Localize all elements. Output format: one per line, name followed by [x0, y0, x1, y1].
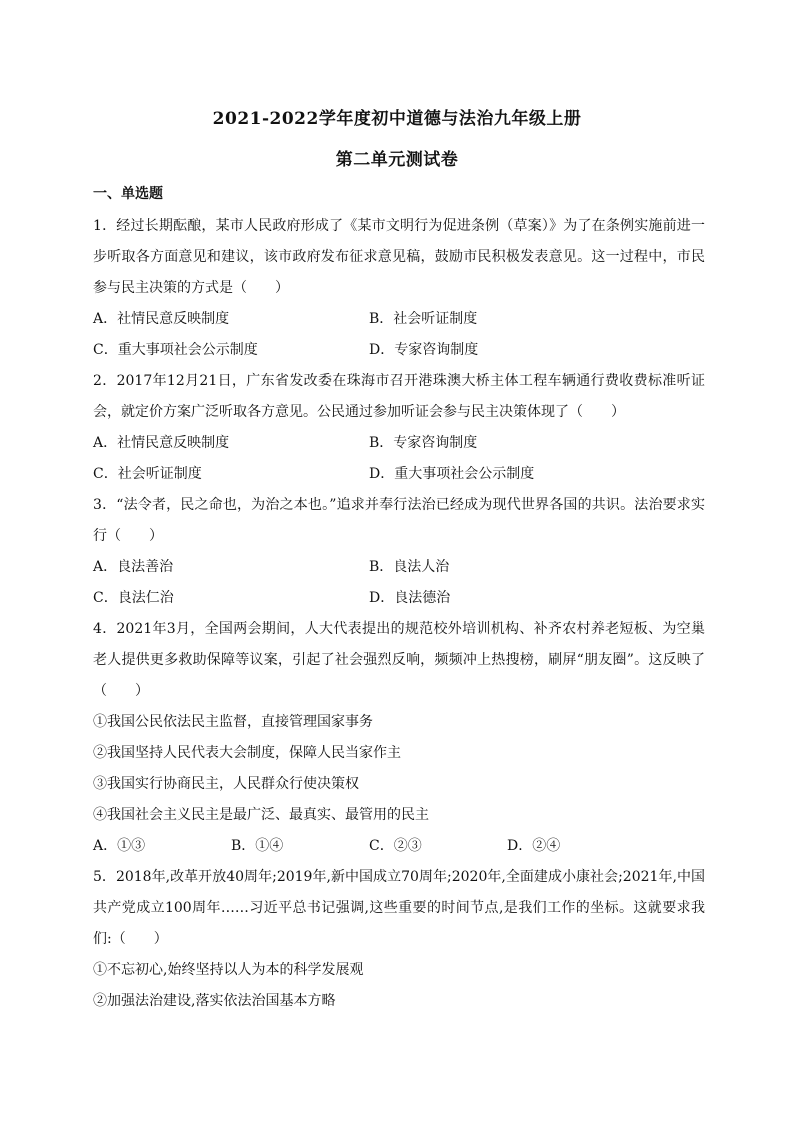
question-4-option-d[interactable]: D．②④ — [507, 838, 561, 854]
section-heading: 一、单选题 — [93, 186, 163, 202]
question-4-option-c[interactable]: C．②③ — [369, 838, 422, 854]
question-1-text: 1．经过长期酝酿，某市人民政府形成了《某市文明行为促进条例（草案）》为了在条例实施前进一步听取各方面意见和建议，该市政府发布征求意见稿，鼓励市民积极发表意见。这一过程中，市民参与民主决策的方式是（ ） — [93, 218, 705, 296]
question-5-statement-2: ②加强法治建设,落实依法治国基本方略 — [93, 993, 336, 1009]
question-1-option-c[interactable]: C．重大事项社会公示制度 — [93, 342, 258, 358]
question-3-option-a[interactable]: A．良法善治 — [93, 559, 174, 575]
question-list — [93, 211, 705, 1017]
question-3-options — [93, 552, 705, 614]
question-4-options — [93, 831, 705, 862]
question-4-statement-1: ①我国公民依法民主监督，直接管理国家事务 — [93, 714, 373, 730]
question-1 — [93, 211, 705, 366]
question-4-option-a[interactable]: A．①③ — [93, 838, 146, 854]
document-subtitle: 第二单元测试卷 — [335, 150, 459, 170]
question-3-option-b[interactable]: B．良法人治 — [369, 559, 450, 575]
question-4 — [93, 614, 705, 862]
question-4-statement-4: ④我国社会主义民主是最广泛、最真实、最管用的民主 — [93, 807, 429, 823]
question-2-options — [93, 428, 705, 490]
question-4-statement-3: ③我国实行协商民主，人民群众行使决策权 — [93, 776, 359, 792]
question-5-text: 5．2018年,改革开放40周年;2019年,新中国成立70周年;2020年,全面建成小康社会;2021年,中国共产党成立100周年……习近平总书记强调,这些重要的时间节点,是我们工作的坐标。这就要求我们:（ ） — [93, 869, 705, 947]
question-3-text: 3．“法令者，民之命也，为治之本也。”追求并奉行法治已经成为现代世界各国的共识。法治要求实行（ ） — [93, 497, 705, 544]
document-title: 2021-2022学年度初中道德与法治九年级上册 — [212, 109, 582, 129]
question-5-statement-1: ①不忘初心,始终坚持以人为本的科学发展观 — [93, 962, 364, 978]
question-4-option-b[interactable]: B．①④ — [231, 838, 284, 854]
question-1-options — [93, 304, 705, 366]
question-2-option-a[interactable]: A．社情民意反映制度 — [93, 435, 230, 451]
question-2-text: 2．2017年12月21日，广东省发改委在珠海市召开港珠澳大桥主体工程车辆通行费收费标准听证会，就定价方案广泛听取各方意见。公民通过参加听证会参与民主决策体现了（ ） — [93, 373, 705, 420]
question-5 — [93, 862, 705, 1017]
question-4-statement-2: ②我国坚持人民代表大会制度，保障人民当家作主 — [93, 745, 401, 761]
question-3-option-d[interactable]: D．良法德治 — [369, 590, 451, 606]
question-3 — [93, 490, 705, 614]
question-1-option-a[interactable]: A．社情民意反映制度 — [93, 311, 230, 327]
question-1-option-d[interactable]: D．专家咨询制度 — [369, 342, 479, 358]
question-2 — [93, 366, 705, 490]
question-3-option-c[interactable]: C．良法仁治 — [93, 590, 174, 606]
question-2-option-c[interactable]: C．社会听证制度 — [93, 466, 202, 482]
question-4-text: 4．2021年3月，全国两会期间，人大代表提出的规范校外培训机构、补齐农村养老短板、为空巢老人提供更多救助保障等议案，引起了社会强烈反响，频频冲上热搜榜，刷屏“朋友圈”。这反映了（ ） — [93, 621, 705, 699]
question-1-option-b[interactable]: B．社会听证制度 — [369, 311, 478, 327]
question-2-option-b[interactable]: B．专家咨询制度 — [369, 435, 478, 451]
question-2-option-d[interactable]: D．重大事项社会公示制度 — [369, 466, 535, 482]
